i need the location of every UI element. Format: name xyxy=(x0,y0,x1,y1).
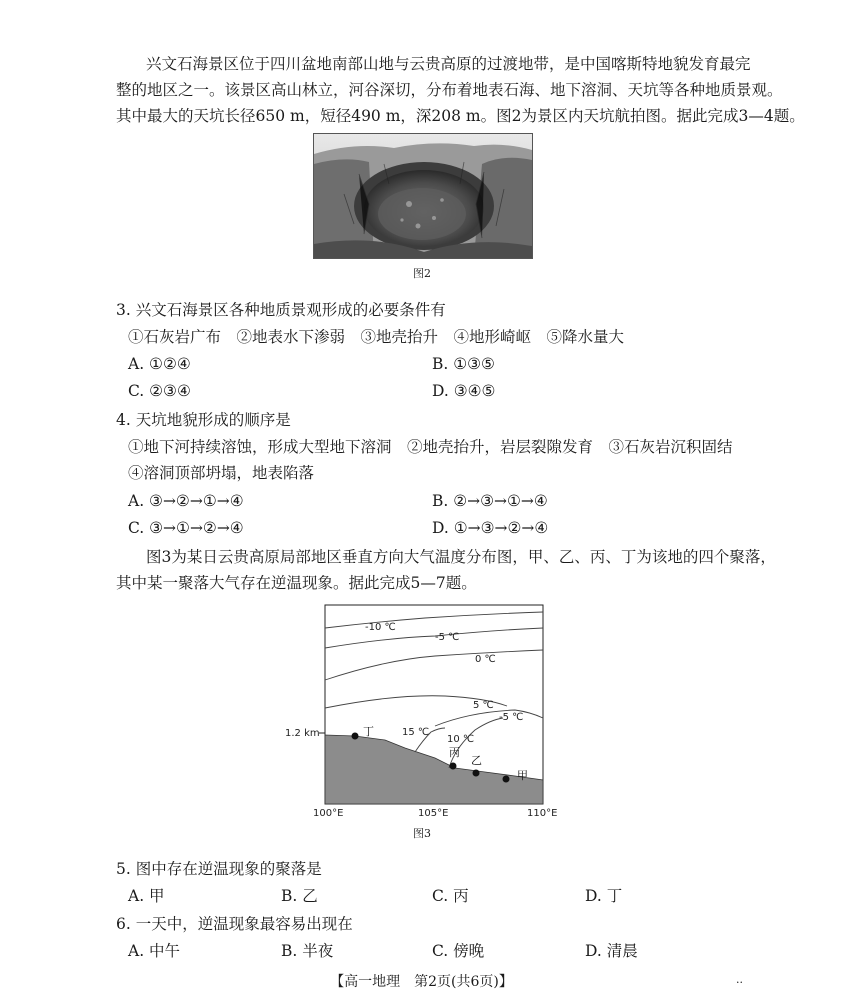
isotherm-label-1: -10 ℃ xyxy=(365,622,396,633)
isotherm-label-3: 0 ℃ xyxy=(475,654,496,665)
intro1-line-2: 整的地区之一。该景区高山林立，河谷深切，分布着地表石海、地下溶洞、天坑等各种地质景观。 xyxy=(116,81,783,99)
settlement-ding-dot xyxy=(352,733,359,740)
q3-items: ①石灰岩广布 ②地表水下渗弱 ③地壳抬升 ④地形崎岖 ⑤降水量大 xyxy=(128,328,625,346)
q5-option-c[interactable]: C. 丙 xyxy=(432,887,469,905)
q3-option-d[interactable]: D. ③④⑤ xyxy=(432,382,496,400)
settlement-yi-dot xyxy=(473,770,480,777)
settlement-jia-label: 甲 xyxy=(517,769,528,782)
q3-option-b[interactable]: B. ①③⑤ xyxy=(432,355,495,373)
intro1-line-3: 其中最大的天坑长径650 m，短径490 m，深208 m。图2为景区内天坑航拍图。据此完成3—4题。 xyxy=(116,107,805,125)
isotherm-label-2: -5 ℃ xyxy=(435,632,460,643)
x-tick-110e: 110°E xyxy=(527,808,558,819)
settlement-ding-label: 丁 xyxy=(363,725,374,738)
settlement-bing-dot xyxy=(450,763,457,770)
q5-option-a[interactable]: A. 甲 xyxy=(128,887,165,905)
q4-option-d[interactable]: D. ①→③→②→④ xyxy=(432,519,549,537)
q4-option-a[interactable]: A. ③→②→①→④ xyxy=(128,492,244,510)
q6-option-d[interactable]: D. 清晨 xyxy=(585,942,638,960)
sinkhole-photo-drawing xyxy=(314,134,532,258)
intro2-line-1: 图3为某日云贵高原局部地区垂直方向大气温度分布图，甲、乙、丙、丁为该地的四个聚落， xyxy=(146,548,776,566)
q5-option-d[interactable]: D. 丁 xyxy=(585,887,623,905)
fig2-caption: 图2 xyxy=(413,267,431,280)
settlement-jia-dot xyxy=(503,776,510,783)
q4-items-2: ④溶洞顶部坍塌，地表陷落 xyxy=(128,464,315,482)
isotherm-diagram xyxy=(285,600,565,825)
q5-stem: 5. 图中存在逆温现象的聚落是 xyxy=(116,860,322,878)
settlement-bing-label: 丙 xyxy=(449,746,460,759)
isotherm-label-5: -5 ℃ xyxy=(499,712,524,723)
q4-items-1: ①地下河持续溶蚀，形成大型地下溶洞 ②地壳抬升，岩层裂隙发育 ③石灰岩沉积固结 xyxy=(128,438,733,456)
x-tick-100e: 100°E xyxy=(313,808,344,819)
elevation-label: 1.2 km xyxy=(285,728,320,739)
q5-option-b[interactable]: B. 乙 xyxy=(281,887,318,905)
corner-mark: ·· xyxy=(736,976,743,989)
isotherm-label-6: 10 ℃ xyxy=(447,734,475,745)
fig3-caption: 图3 xyxy=(413,827,431,840)
sinkhole-aerial-photo xyxy=(313,133,533,259)
q4-option-b[interactable]: B. ②→③→①→④ xyxy=(432,492,548,510)
q3-stem: 3. 兴文石海景区各种地质景观形成的必要条件有 xyxy=(116,301,446,319)
page-footer: 【高一地理 第2页(共6页)】 xyxy=(330,974,513,990)
isotherm-label-4: 5 ℃ xyxy=(473,700,494,711)
intro1-line-1: 兴文石海景区位于四川盆地南部山地与云贵高原的过渡地带，是中国喀斯特地貌发育最完 xyxy=(146,55,751,73)
intro2-line-2: 其中某一聚落大气存在逆温现象。据此完成5—7题。 xyxy=(116,574,477,592)
q6-stem: 6. 一天中，逆温现象最容易出现在 xyxy=(116,915,353,933)
q4-option-c[interactable]: C. ③→①→②→④ xyxy=(128,519,244,537)
q6-option-b[interactable]: B. 半夜 xyxy=(281,942,334,960)
q3-option-a[interactable]: A. ①②④ xyxy=(128,355,191,373)
isotherm-label-7: 15 ℃ xyxy=(402,727,430,738)
q3-option-c[interactable]: C. ②③④ xyxy=(128,382,191,400)
q6-option-c[interactable]: C. 傍晚 xyxy=(432,942,485,960)
x-tick-105e: 105°E xyxy=(418,808,449,819)
q6-option-a[interactable]: A. 中午 xyxy=(128,942,181,960)
q4-stem: 4. 天坑地貌形成的顺序是 xyxy=(116,411,291,429)
figure-3-temperature-section xyxy=(285,600,565,825)
settlement-yi-label: 乙 xyxy=(471,754,482,767)
